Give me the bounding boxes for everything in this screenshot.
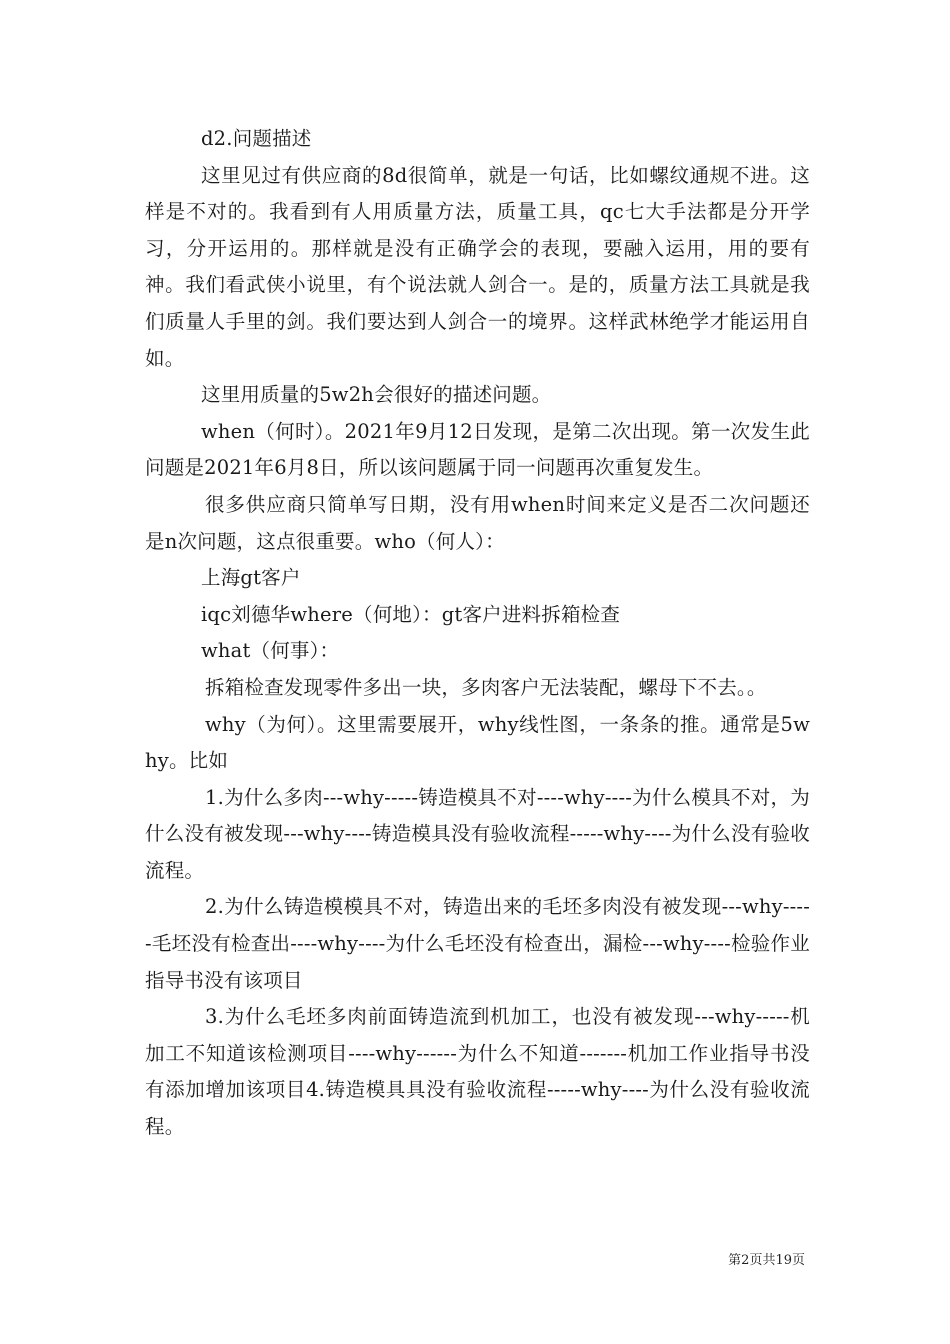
paragraph: when（何时）。2021年9月12日发现，是第二次出现。第一次发生此问题是2021年6月8日，所以该问题属于同一问题再次重复发生。 — [145, 419, 810, 480]
paragraph: 上海gt客户 — [201, 566, 301, 590]
paragraph: 拆箱检查发现零件多出一块，多肉客户无法装配，螺母下不去。。 — [205, 675, 767, 699]
section-heading: d2.问题描述 — [201, 127, 312, 150]
document-body — [145, 121, 810, 1146]
list-item: 3.为什么毛坯多肉前面铸造流到机加工，也没有被发现---why-----机加工不知道该检测项目----why------为什么不知道-------机加工作业指导书没有添加增加该项目4.铸造模具具没有验收流程-----why----为什么没有验收流程。 — [145, 1005, 810, 1139]
paragraph: 这里见过有供应商的8d很简单，就是一句话，比如螺纹通规不进。这样是不对的。我看到有人用质量方法，质量工具，qc七大手法都是分开学习，分开运用的。那样就是没有正确学会的表现，要融入运用，用的要有神。我们看武侠小说里，有个说法就人剑合一。是的，质量方法工具就是我们质量人手里的剑。我们要达到人剑合一的境界。这样武林绝学才能运用自如。 — [145, 163, 810, 370]
paragraph: 很多供应商只简单写日期，没有用when时间来定义是否二次问题还是n次问题，这点很重要。who（何人）： — [145, 492, 810, 553]
list-item: 1.为什么多肉---why-----铸造模具不对----why----为什么模具不对，为什么没有被发现---why----铸造模具没有验收流程-----why----为什么没有验收流程。 — [145, 785, 810, 882]
paragraph: iqc刘德华where（何地）：gt客户进料拆箱检查 — [201, 602, 621, 626]
page-number: 第2页共19页 — [728, 1253, 805, 1268]
list-item: 2.为什么铸造模模具不对，铸造出来的毛坯多肉没有被发现---why-----毛坯没有检查出----why----为什么毛坯没有检查出，漏检---why----检验作业指导书没有该项目 — [145, 895, 810, 992]
paragraph: why（为何）。这里需要展开，why线性图，一条条的推。通常是5why。比如 — [145, 712, 810, 773]
paragraph: what（何事）： — [201, 639, 340, 663]
paragraph: 这里用质量的5w2h会很好的描述问题。 — [201, 383, 552, 407]
